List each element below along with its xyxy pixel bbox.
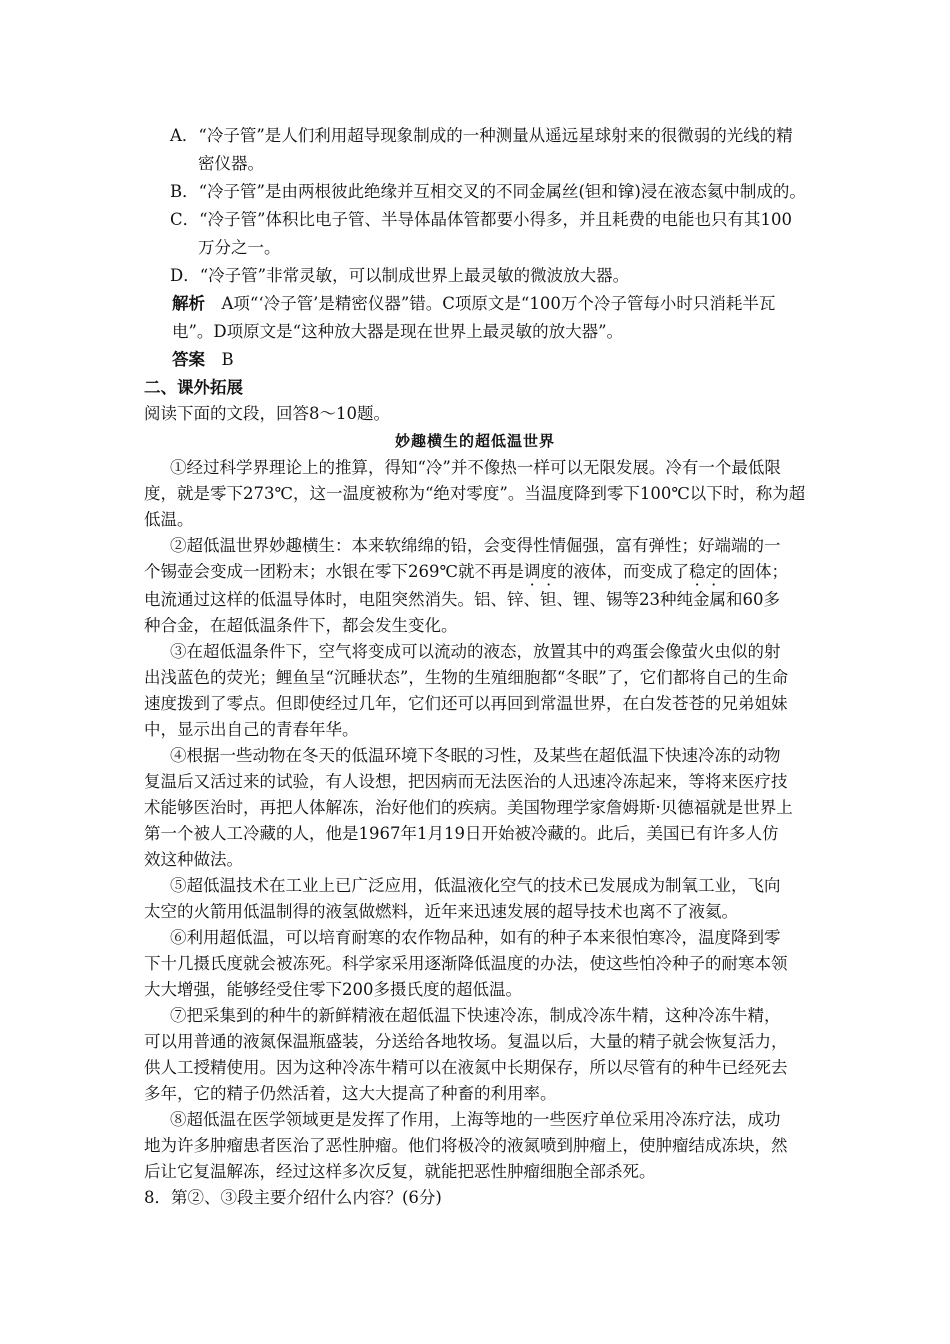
paragraph-6-line-2: 下十几摄氏度就会被冻死。科学家采用逐渐降低温度的办法，使这些怕冷种子的耐寒本领 xyxy=(144,954,788,973)
answer-line xyxy=(172,346,234,370)
paragraph-3-line-1: ③在超低温条件下，空气将变成可以流动的液态，放置其中的鸡蛋会像萤火虫似的射 xyxy=(170,642,781,661)
p2-text-d: 的液体，而变成了 xyxy=(556,562,689,581)
option-a-line-1: A．“冷子管”是人们利用超导现象制成的一种测量从遥远星球射来的很微弱的光线的精 xyxy=(170,126,793,145)
dotted-char: 稳 xyxy=(688,562,706,581)
analysis-label: 解析 xyxy=(172,294,205,313)
dotted-char: 调 xyxy=(523,562,541,581)
paragraph-3-line-2: 出浅蓝色的荧光；鲤鱼呈“沉睡状态”，生物的生殖细胞都“冬眠”了，它们都将自己的生命 xyxy=(144,668,789,687)
reading-instruction: 阅读下面的文段，回答8～10题。 xyxy=(144,404,390,423)
paragraph-1-line-1: ①经过科学界理论上的推算，得知“冷”并不像热一样可以无限发展。冷有一个最低限 xyxy=(170,458,781,477)
dotted-char: 定 xyxy=(705,562,722,581)
paragraph-2-line-4: 种合金，在超低温条件下，都会发生变化。 xyxy=(144,616,458,635)
answer-value: B xyxy=(205,350,234,369)
paragraph-1-line-3: 低温。 xyxy=(144,510,194,529)
p2-text-g: 的固体； xyxy=(721,562,788,581)
option-c-line-2: 万分之一。 xyxy=(198,238,281,257)
paragraph-8-line-1: ⑧超低温在医学领域更是发挥了作用，上海等地的一些医疗单位采用冷冻疗法，成功 xyxy=(170,1110,781,1129)
analysis-line-2: 电”。D项原文是“这种放大器是现在世界上最灵敏的放大器”。 xyxy=(172,322,624,341)
paragraph-4-line-2: 复温后又活过来的试验，有人设想，把因病而无法医治的人迅速冷冻起来，等将来医疗技 xyxy=(144,772,788,791)
option-c-line-1: C．“冷子管”体积比电子管、半导体晶体管都要小得多，并且耗费的电能也只有其100 xyxy=(170,210,792,229)
paragraph-4-line-1: ④根据一些动物在冬天的低温环境下冬眠的习性，及某些在超低温下快速冷冻的动物 xyxy=(170,746,781,765)
option-b-line-1: B．“冷子管”是由两根彼此绝缘并互相交叉的不同金属丝(钽和镎)浸在液态氦中制成的。 xyxy=(170,182,806,201)
section-heading: 二、课外拓展 xyxy=(144,378,243,397)
paragraph-6-line-3: 大大增强，能够经受住零下200多摄氏度的超低温。 xyxy=(144,980,522,999)
paragraph-6-line-1: ⑥利用超低温，可以培育耐寒的农作物品种，如有的种子本来很怕寒冷，温度降到零 xyxy=(170,928,781,947)
paragraph-7-line-3: 供人工授精使用。因为这种冷冻牛精可以在液氮中长期保存，所以尽管有的种牛已经死去 xyxy=(144,1058,788,1077)
dotted-char: 度 xyxy=(540,562,557,581)
paragraph-4-line-5: 效这种做法。 xyxy=(144,850,243,869)
paragraph-3-line-3: 速度拨到了零点。但即使经过几年，它们还可以再回到常温世界，在白发苍苍的兄弟姐妹 xyxy=(144,694,788,713)
question-8: 8．第②、③段主要介绍什么内容？(6分) xyxy=(144,1188,442,1207)
paragraph-7-line-4: 多年，它的精子仍然活着，这大大提高了种畜的利用率。 xyxy=(144,1084,557,1103)
paragraph-4-line-4: 第一个被人工冷藏的人，他是1967年1月19日开始被冷藏的。此后，美国已有许多人仿 xyxy=(144,824,779,843)
article-title: 妙趣横生的超低温世界 xyxy=(394,432,555,450)
p2-text-a: 个锡壶会变成一团粉末；水银在零下269℃就不再是 xyxy=(144,562,524,581)
paragraph-8-line-2: 地为许多肿瘤患者医治了恶性肿瘤。他们将极冷的液氮喷到肿瘤上，使肿瘤结成冻块，然 xyxy=(144,1136,788,1155)
paragraph-2-line-3: 电流通过这样的低温导体时，电阻突然消失。铝、锌、钽、锂、锡等23种纯金属和60多 xyxy=(144,590,780,609)
paragraph-2-line-1: ②超低温世界妙趣横生：本来软绵绵的铅，会变得性情倔强，富有弹性；好端端的一 xyxy=(170,536,781,555)
option-a-line-2: 密仪器。 xyxy=(198,154,264,173)
paragraph-2-line-2 xyxy=(144,558,788,582)
answer-label: 答案 xyxy=(172,350,205,369)
analysis-text-1: A项“‘冷子管’是精密仪器”错。C项原文是“100万个冷子管每小时只消耗半瓦 xyxy=(205,294,776,313)
paragraph-1-line-2: 度，就是零下273℃，这一温度被称为“绝对零度”。当温度降到零下100℃以下时，称为超 xyxy=(144,484,806,503)
paragraph-3-line-4: 中，显示出自己的青春年华。 xyxy=(144,720,359,739)
paragraph-7-line-2: 可以用普通的液氮保温瓶盛装，分送给各地牧场。复温以后，大量的精子就会恢复活力， xyxy=(144,1032,788,1051)
analysis-line-1 xyxy=(172,290,775,314)
paragraph-4-line-3: 术能够医治时，再把人体解冻，治好他们的疾病。美国物理学家詹姆斯·贝德福就是世界上 xyxy=(144,798,793,817)
option-d-line-1: D．“冷子管”非常灵敏，可以制成世界上最灵敏的微波放大器。 xyxy=(170,266,630,285)
paragraph-7-line-1: ⑦把采集到的种牛的新鲜精液在超低温下快速冷冻，制成冷冻牛精，这种冷冻牛精， xyxy=(170,1006,781,1025)
paragraph-5-line-2: 太空的火箭用低温制得的液氢做燃料，近年来迅速发展的超导技术也离不了液氦。 xyxy=(144,902,738,921)
paragraph-8-line-3: 后让它复温解冻，经过这样多次反复，就能把恶性肿瘤细胞全部杀死。 xyxy=(144,1162,656,1181)
paragraph-5-line-1: ⑤超低温技术在工业上已广泛应用，低温液化空气的技术已发展成为制氧工业，飞向 xyxy=(170,876,781,895)
